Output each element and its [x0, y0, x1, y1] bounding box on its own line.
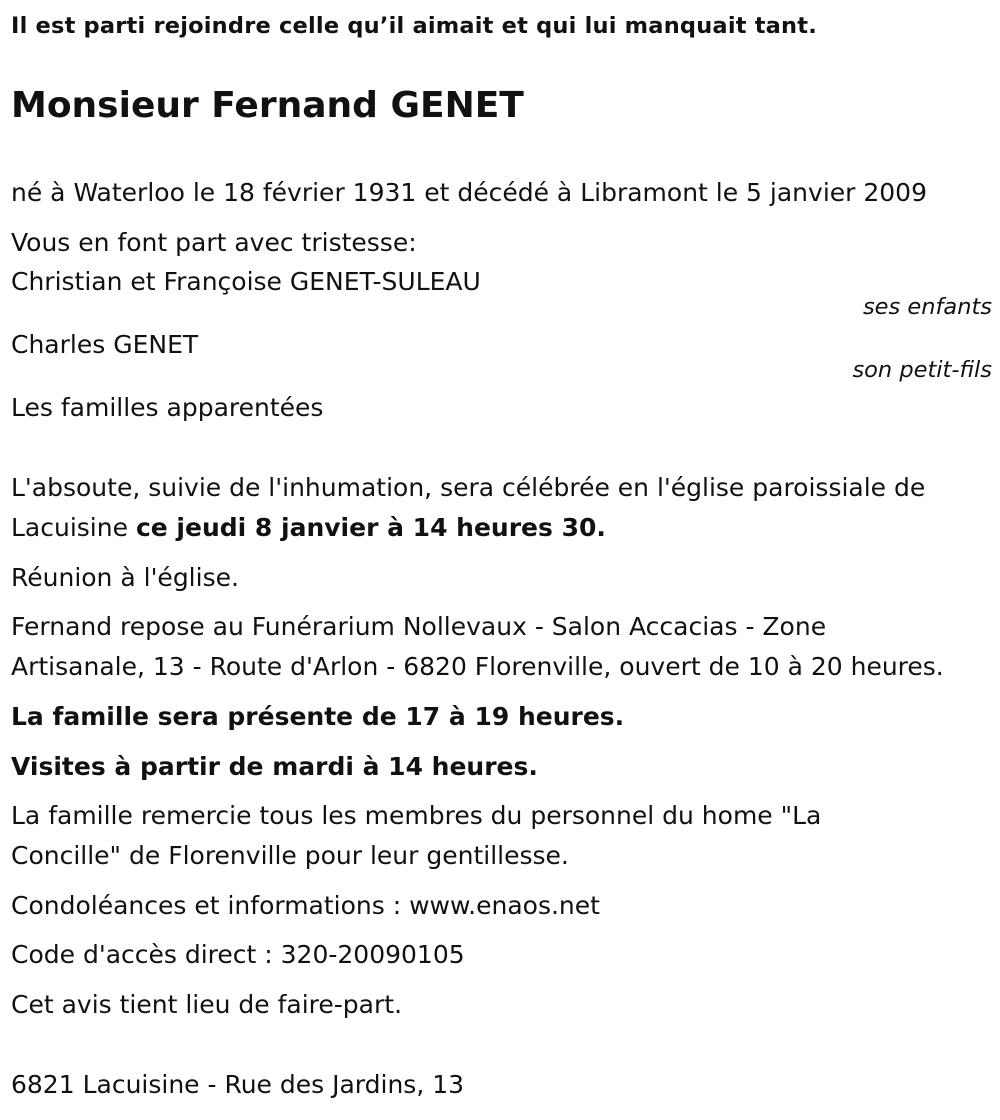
repose-line: Artisanale, 13 - Route d'Arlon - 6820 Florenville, ouvert de 10 à 20 heures. [11, 652, 944, 681]
ceremony-place: Lacuisine [11, 513, 128, 542]
deceased-name: Monsieur Fernand GENET [11, 85, 524, 126]
notice-line: Cet avis tient lieu de faire-part. [11, 990, 403, 1019]
condolences-line: Condoléances et informations : www.enaos.net [11, 891, 600, 920]
tagline: Il est parti rejoindre celle qu’il aimait et qui lui manquait tant. [11, 13, 817, 39]
ceremony-datetime: ce jeudi 8 janvier à 14 heures 30. [135, 513, 606, 542]
family-member-role: son petit-fils [852, 357, 992, 383]
thanks-line: La famille remercie tous les membres du personnel du home "La [11, 801, 822, 830]
meeting-line: Réunion à l'église. [11, 563, 239, 592]
address-line: 6821 Lacuisine - Rue des Jardins, 13 [11, 1070, 465, 1099]
family-present-line: La famille sera présente de 17 à 19 heures. [11, 702, 625, 731]
birth-death-line: né à Waterloo le 18 février 1931 et décédé à Libramont le 5 janvier 2009 [11, 178, 927, 207]
announce-intro: Vous en font part avec tristesse: [11, 228, 417, 257]
ceremony-date-line [11, 513, 606, 543]
family-member-names: Christian et Françoise GENET-SULEAU [11, 267, 481, 296]
visits-line: Visites à partir de mardi à 14 heures. [11, 752, 538, 781]
access-code-line: Code d'accès direct : 320-20090105 [11, 940, 465, 969]
family-member-names: Charles GENET [11, 330, 199, 359]
repose-line: Fernand repose au Funérarium Nollevaux - Salon Accacias - Zone [11, 612, 827, 641]
family-member-role: ses enfants [862, 294, 992, 320]
thanks-line: Concille" de Florenville pour leur gentillesse. [11, 841, 569, 870]
relatives-line: Les familles apparentées [11, 393, 324, 422]
ceremony-line: L'absoute, suivie de l'inhumation, sera célébrée en l'église paroissiale de [11, 473, 926, 502]
